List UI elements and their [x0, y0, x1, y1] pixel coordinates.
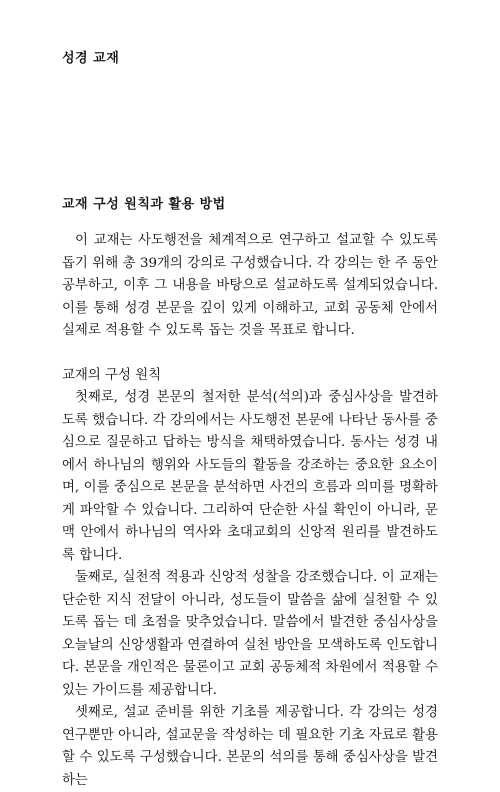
principle-1-paragraph: 첫째로, 성경 본문의 철저한 분석(석의)과 중심사상을 발견하도록 했습니다. 각 강의에서는 사도행전 본문에 나타난 동사를 중심으로 질문하고 답하는 방식을 채택하였습니다. 동사는 성경 내에서 하나님의 행위와 사도들의 활동을 강조하는 중요한 요소이며, 이를 중심으로 본문을 분석하면 사건의 흐름과 의미를 명확하게 파악할 수 있습니다. 그리하여 단순한 사실 확인이 아니라, 문맥 안에서 하나님의 역사와 초대교회의 신앙적 원리를 발견하도록 합니다. — [62, 390, 438, 563]
intro-paragraph: 이 교재는 사도행전을 체계적으로 연구하고 설교할 수 있도록 돕기 위해 총 39개의 강의로 구성했습니다. 각 강의는 한 주 동안 공부하고, 이후 그 내용을 바탕으로 설교하도록 설계되었습니다. 이를 통해 성경 본문을 깊이 있게 이해하고, 교회 공동체 안에서 실제로 적용할 수 있도록 돕는 것을 목표로 합니다. — [62, 233, 438, 338]
body-text — [62, 230, 438, 792]
section-heading: 교재 구성 원칙과 활용 방법 — [62, 197, 226, 212]
principle-2-paragraph: 둘째로, 실천적 적용과 신앙적 성찰을 강조했습니다. 이 교재는 단순한 지식 전달이 아니라, 성도들이 말씀을 삶에 실천할 수 있도록 돕는 데 초점을 맞추었습니다. 말씀에서 발견한 중심사상을 오늘날의 신앙생활과 연결하여 실천 방안을 모색하도록 인도합니다. 본문을 개인적은 물론이고 교회 공동체적 차원에서 적용할 수 있는 가이드를 제공합니다. — [62, 570, 438, 698]
paragraph-gap — [62, 343, 438, 365]
principles-title: 교재의 구성 원칙 — [62, 367, 162, 383]
principle-3-paragraph: 셋째로, 설교 준비를 위한 기초를 제공합니다. 각 강의는 성경 연구뿐만 아니라, 설교문을 작성하는 데 필요한 기초 자료로 활용할 수 있도록 구성했습니다. 본문의 석의를 통해 중심사상을 발견하는 — [62, 705, 438, 788]
running-head: 성경 교재 — [62, 51, 120, 66]
